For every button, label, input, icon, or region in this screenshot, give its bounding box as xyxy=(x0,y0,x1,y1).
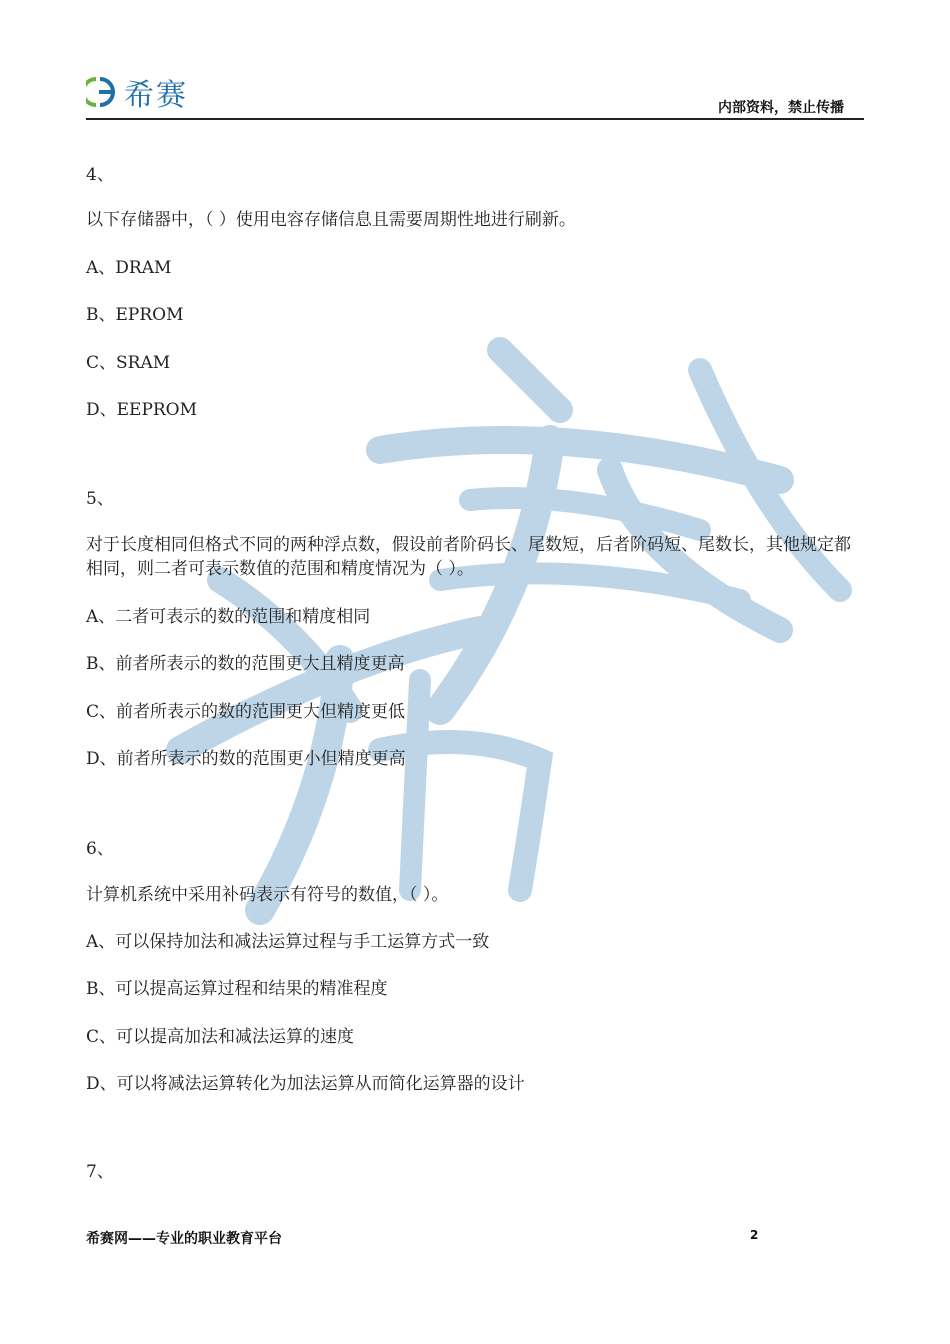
logo-icon xyxy=(86,75,122,109)
question-5-option-c: C、前者所表示的数的范围更大但精度更低 xyxy=(86,702,406,722)
question-6-option-a: A、可以保持加法和减法运算过程与手工运算方式一致 xyxy=(86,932,490,952)
watermark-logo xyxy=(140,330,860,930)
question-6-option-d: D、可以将减法运算转化为加法运算从而简化运算器的设计 xyxy=(86,1074,525,1094)
question-5-number: 5、 xyxy=(86,489,114,509)
question-5-option-b: B、前者所表示的数的范围更大且精度更高 xyxy=(86,654,405,674)
question-6-text: 计算机系统中采用补码表示有符号的数值，（ ）。 xyxy=(86,885,449,905)
question-4-option-a: A、DRAM xyxy=(86,258,172,278)
question-4-option-b: B、EPROM xyxy=(86,305,184,325)
question-4-text: 以下存储器中，（ ）使用电容存储信息且需要周期性地进行刷新。 xyxy=(86,210,576,230)
question-6-option-b: B、可以提高运算过程和结果的精准程度 xyxy=(86,979,388,999)
question-5-option-d: D、前者所表示的数的范围更小但精度更高 xyxy=(86,749,406,769)
page-number: 2 xyxy=(750,1228,759,1242)
logo-text: 希赛 xyxy=(124,78,188,113)
question-5-option-a: A、二者可表示的数的范围和精度相同 xyxy=(86,607,371,627)
question-5-text: 对于长度相同但格式不同的两种浮点数，假设前者阶码长、尾数短，后者阶码短、尾数长，其他规定都相同，则二者可表示数值的范围和精度情况为（ ）。 xyxy=(86,535,851,579)
question-6-number: 6、 xyxy=(86,839,114,859)
question-7-number: 7、 xyxy=(86,1162,114,1182)
question-4-option-d: D、EEPROM xyxy=(86,400,198,420)
question-4-number: 4、 xyxy=(86,165,114,185)
question-4-option-c: C、SRAM xyxy=(86,353,171,373)
logo xyxy=(86,70,188,114)
footer-text: 希赛网——专业的职业教育平台 xyxy=(86,1231,282,1247)
question-6-option-c: C、可以提高加法和减法运算的速度 xyxy=(86,1027,355,1047)
header-divider xyxy=(86,118,864,120)
header-note: 内部资料，禁止传播 xyxy=(718,100,844,116)
